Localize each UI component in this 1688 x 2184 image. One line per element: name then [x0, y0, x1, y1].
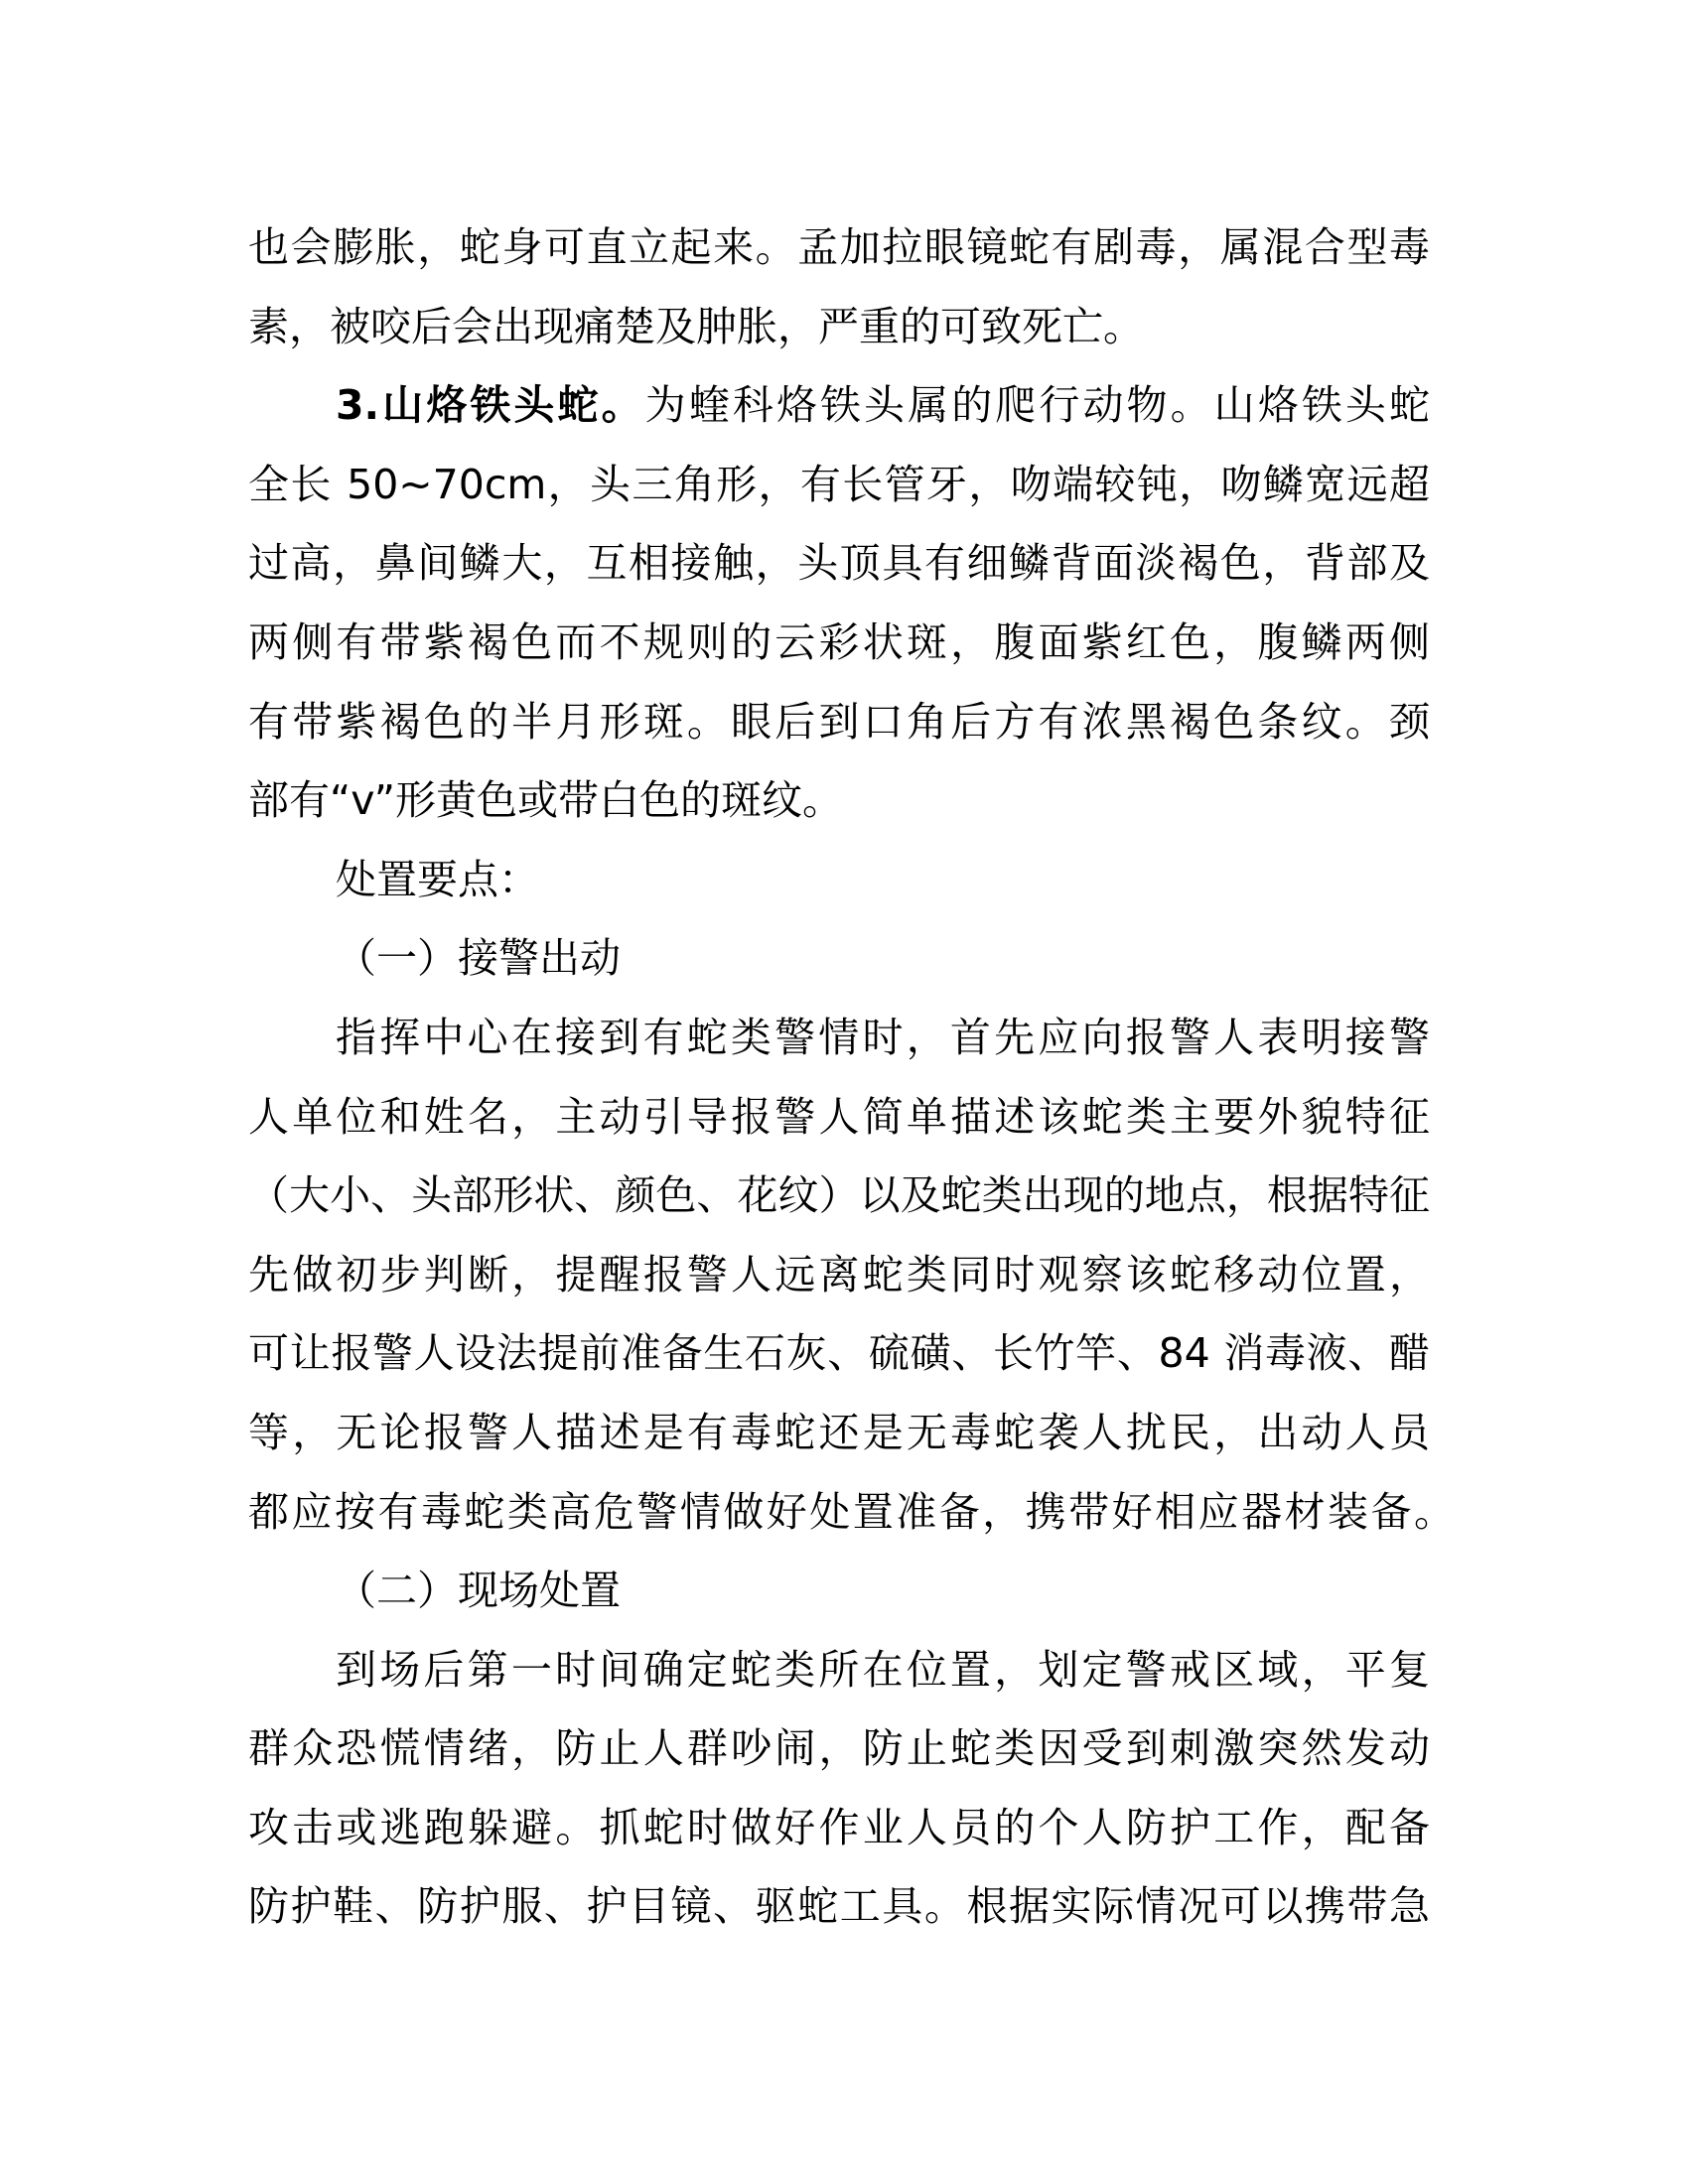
text-line: 到场后第一时间确定蛇类所在位置，划定警戒区域，平复: [336, 1645, 1430, 1694]
text-line: 两侧有带紫褐色而不规则的云彩状斑，腹面紫红色，腹鳞两侧: [248, 617, 1430, 666]
subsection-heading: （二）现场处置: [336, 1567, 621, 1615]
text-run: 为蝰科烙铁头属的爬行动物。山烙铁头蛇: [644, 381, 1430, 430]
text-line: 有带紫褐色的半月形斑。眼后到口角后方有浓黑褐色条纹。颈: [248, 697, 1430, 746]
text-line: 防护鞋、防护服、护目镜、驱蛇工具。根据实际情况可以携带急: [248, 1882, 1430, 1931]
text-line: 部有“v”形黄色或带白色的斑纹。: [248, 776, 844, 825]
text-line: 先做初步判断，提醒报警人远离蛇类同时观察该蛇移动位置，: [248, 1250, 1430, 1298]
text-line: 攻击或逃跑躲避。抓蛇时做好作业人员的个人防护工作，配备: [248, 1803, 1430, 1851]
text-line: 素，被咬后会出现痛楚及肿胀，严重的可致死亡。: [248, 302, 1144, 350]
text-line: 等，无论报警人描述是有毒蛇还是无毒蛇袭人扰民，出动人员: [248, 1408, 1430, 1456]
section-label: 处置要点：: [336, 855, 539, 903]
text-line: 群众恐慌情绪，防止人群吵闹，防止蛇类因受到刺激突然发动: [248, 1724, 1430, 1773]
text-line: 过高，鼻间鳞大，互相接触，头顶具有细鳞背面淡褐色，背部及: [248, 539, 1430, 588]
text-line: 也会膨胀，蛇身可直立起来。孟加拉眼镜蛇有剧毒，属混合型毒: [248, 223, 1430, 271]
species-heading: 3.山烙铁头蛇。: [336, 381, 645, 430]
text-line: 都应按有毒蛇类高危警情做好处置准备，携带好相应器材装备。: [248, 1487, 1455, 1536]
text-line: （大小、头部形状、颜色、花纹）以及蛇类出现的地点，根据特征: [248, 1171, 1430, 1220]
text-line: 可让报警人设法提前准备生石灰、硫磺、长竹竿、84 消毒液、醋: [248, 1329, 1430, 1378]
text-line: 指挥中心在接到有蛇类警情时，首先应向报警人表明接警: [336, 1013, 1430, 1061]
text-line: 人单位和姓名，主动引导报警人简单描述该蛇类主要外貌特征: [248, 1092, 1430, 1141]
species-heading-line: [248, 366, 1430, 446]
subsection-heading: （一）接警出动: [336, 934, 621, 983]
text-line: 全长 50~70cm，头三角形，有长管牙，吻端较钝，吻鳞宽远超: [248, 460, 1430, 508]
document-page: [248, 208, 1455, 1947]
